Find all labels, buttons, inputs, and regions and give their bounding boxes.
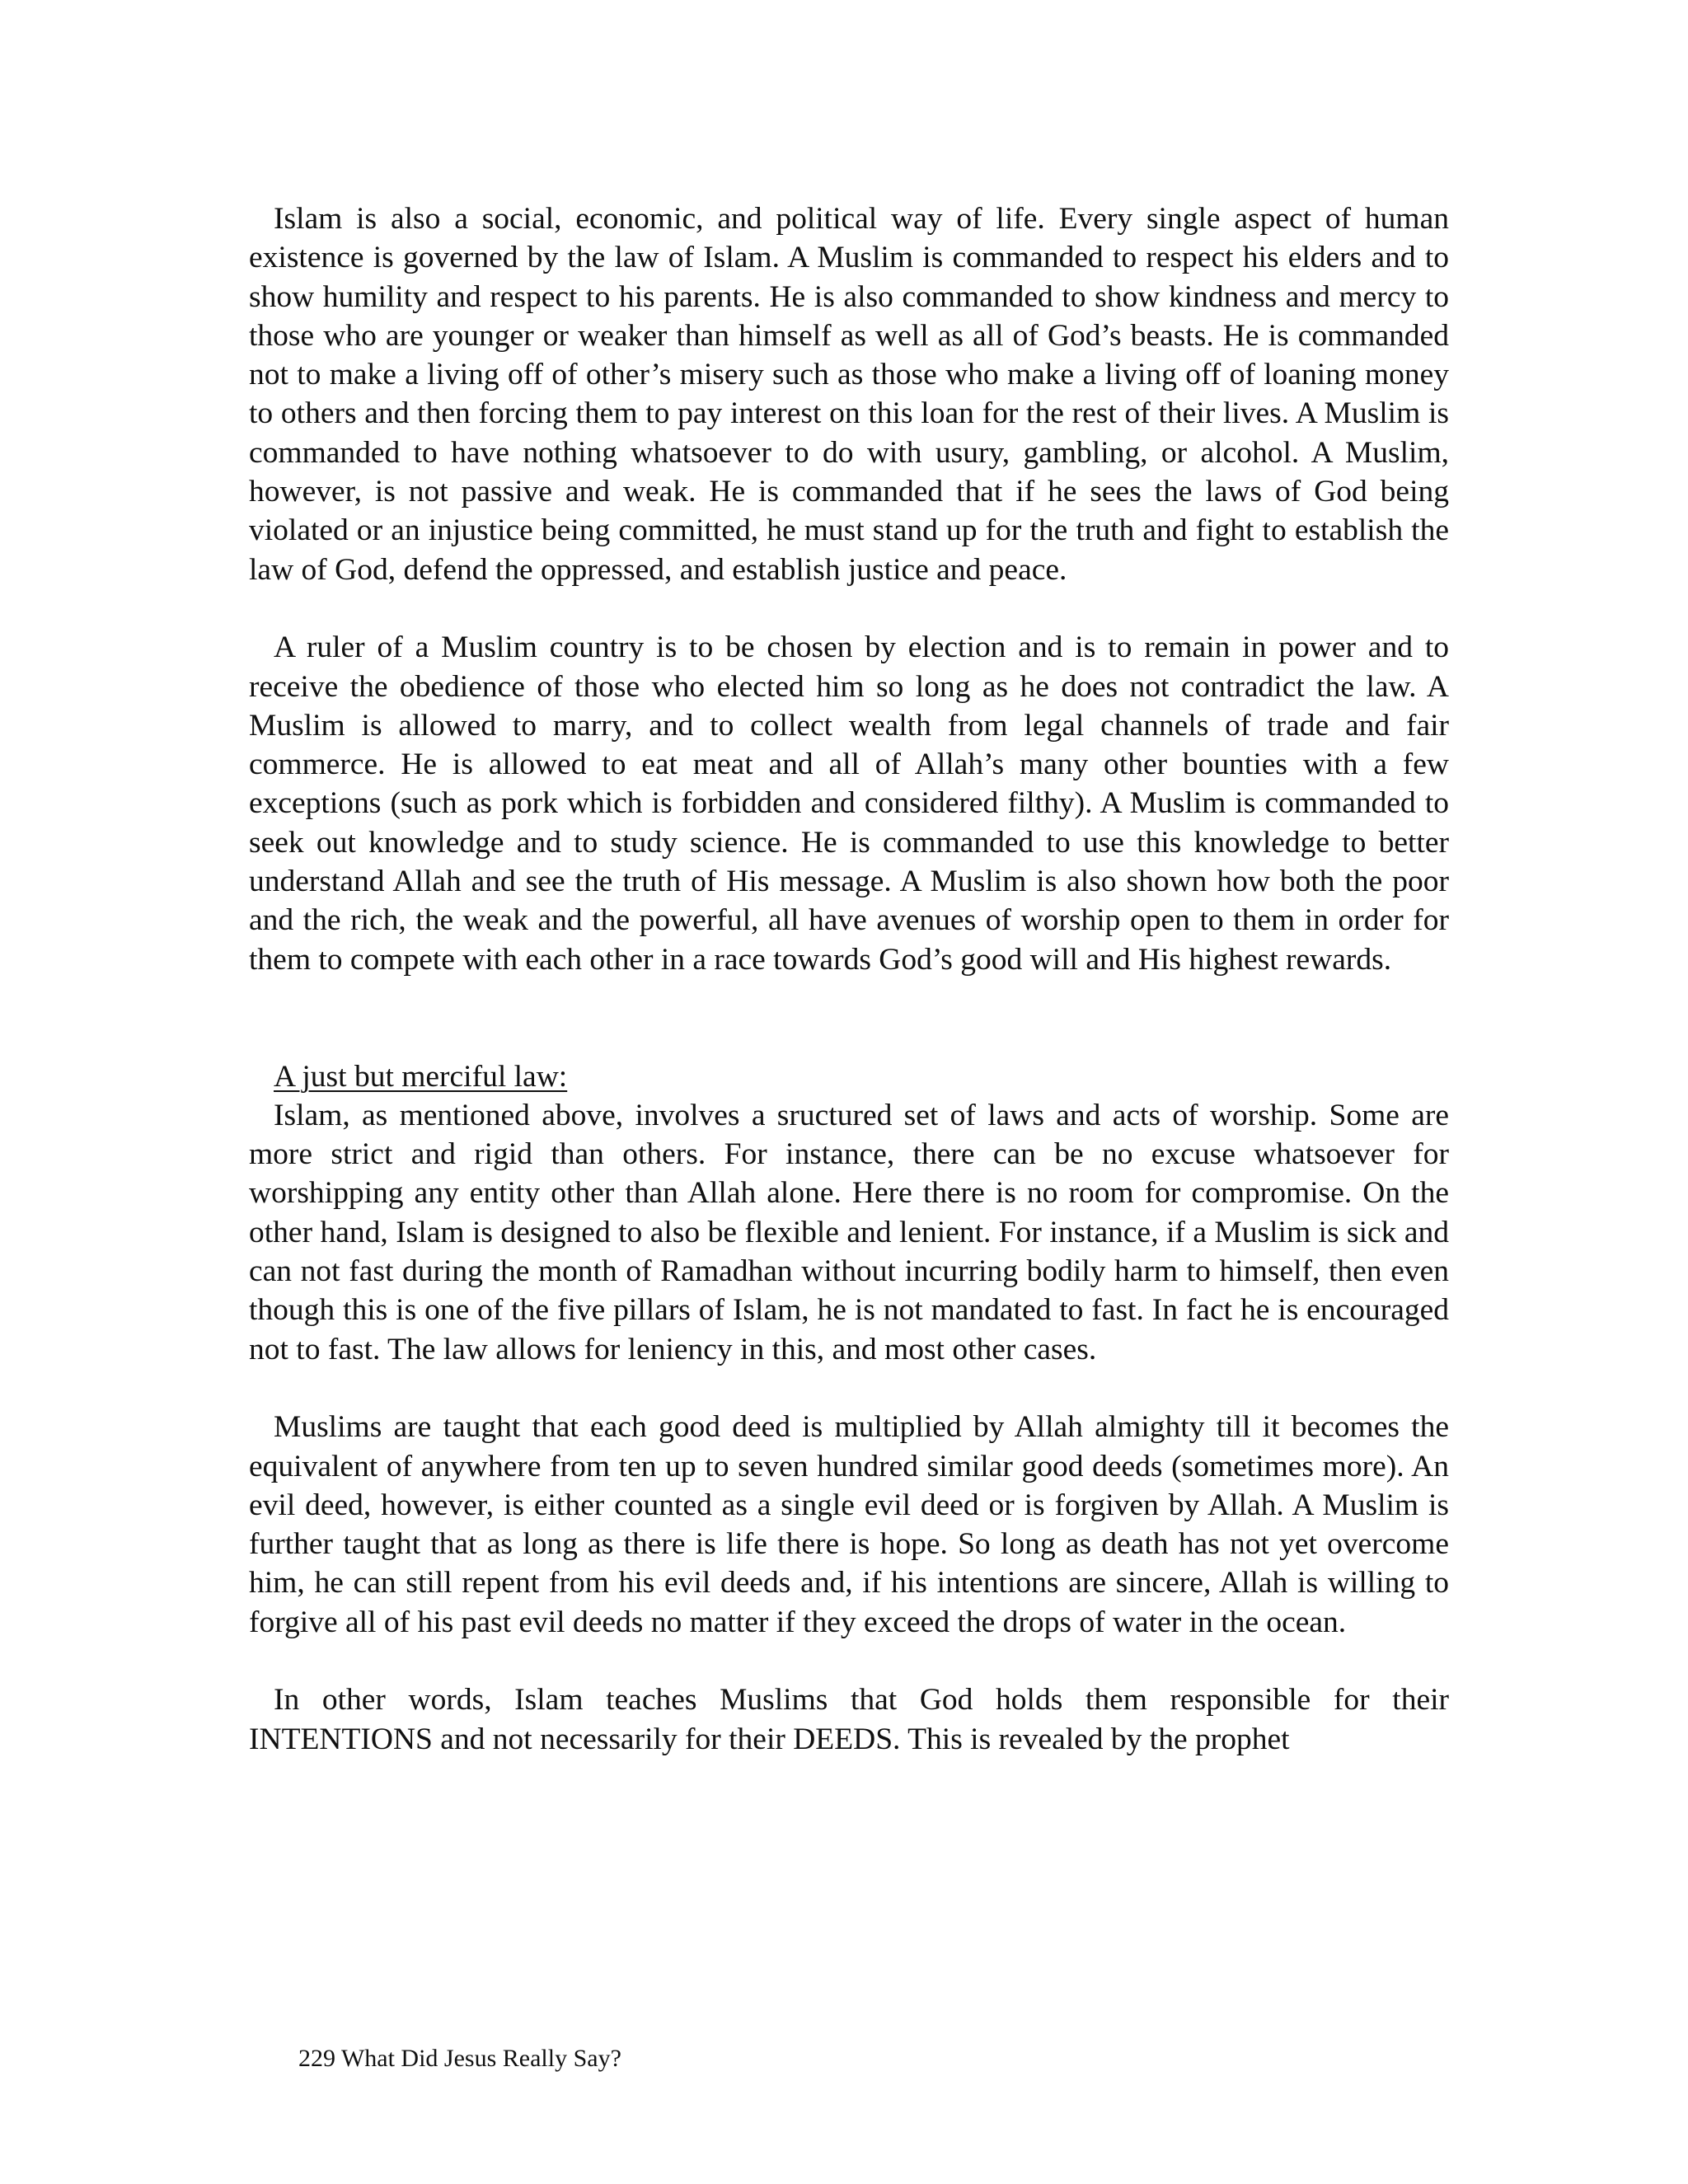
page-number: 229 [298,2045,335,2072]
paragraph-social-economic-political: Islam is also a social, economic, and political way of life. Every single aspect of human existence is governed by the law of Islam. A Muslim is commanded to respect his elders and to show humility and respect to his parents. He is also commanded to show kindness and mercy to those who are younger or weaker than himself as well as all of God’s beasts. He is commanded not to make a living off of other’s misery such as those who make a living off of loaning money to others and then forcing them to pay interest on this loan for the rest of their lives. A Muslim is commanded to have nothing whatsoever to do with usury, gambling, or alcohol. A Muslim, however, is not passive and weak. He is commanded that if he sees the laws of God being violated or an injustice being committed, he must stand up for the truth and fight to establish the law of God, defend the oppressed, and establish justice and peace. [249,202,1449,587]
paragraph-good-deeds: Muslims are taught that each good deed is multiplied by Allah almighty till it becomes the equivalent of anywhere from ten up to seven hundred similar good deeds (sometimes more). An evil deed, however, is either counted as a single evil deed or is forgiven by Allah. A Muslim is further taught that as long as there is life there is hope. So long as death has not yet overcome him, he can still repent from his evil deeds and, if his intentions are sincere, Allah is willing to forgive all of his past evil deeds no matter if they exceed the drops of water in the ocean. [249,1410,1449,1639]
body-text [249,199,1449,1759]
paragraph-structured-laws: Islam, as mentioned above, involves a sructured set of laws and acts of worship. Some are more strict and rigid than others. For instance, there can be no excuse whatsoever for worshipping any entity other than Allah alone. Here there is no room for compromise. On the other hand, Islam is designed to also be flexible and lenient. For instance, if a Muslim is sick and can not fast during the month of Ramadhan without incurring bodily harm to himself, then even though this is one of the five pillars of Islam, he is not mandated to fast. In fact he is encouraged not to fast. The law allows for leniency in this, and most other cases. [249,1098,1449,1366]
paragraph-intentions: In other words, Islam teaches Muslims that God holds them responsible for their INTENTIONS and not necessarily for their DEEDS. This is revealed by the prophet [249,1683,1449,1756]
page-footer [298,2044,621,2074]
section-heading: A just but merciful law: [274,1059,568,1094]
book-title: What Did Jesus Really Say? [340,2045,621,2072]
paragraph-ruler-election: A ruler of a Muslim country is to be chosen by election and is to remain in power and to receive the obedience of those who elected him so long as he does not contradict the law. A Muslim is allowed to marry, and to collect wealth from legal channels of trade and fair commerce. He is allowed to eat meat and all of Allah’s many other bounties with a few exceptions (such as pork which is forbidden and considered filthy). A Muslim is commanded to seek out knowledge and to study science. He is commanded to use this knowledge to better understand Allah and see the truth of His message. A Muslim is also shown how both the poor and the rich, the weak and the powerful, all have avenues of worship open to them in order for them to compete with each other in a race towards God’s good will and His highest rewards. [249,630,1449,977]
